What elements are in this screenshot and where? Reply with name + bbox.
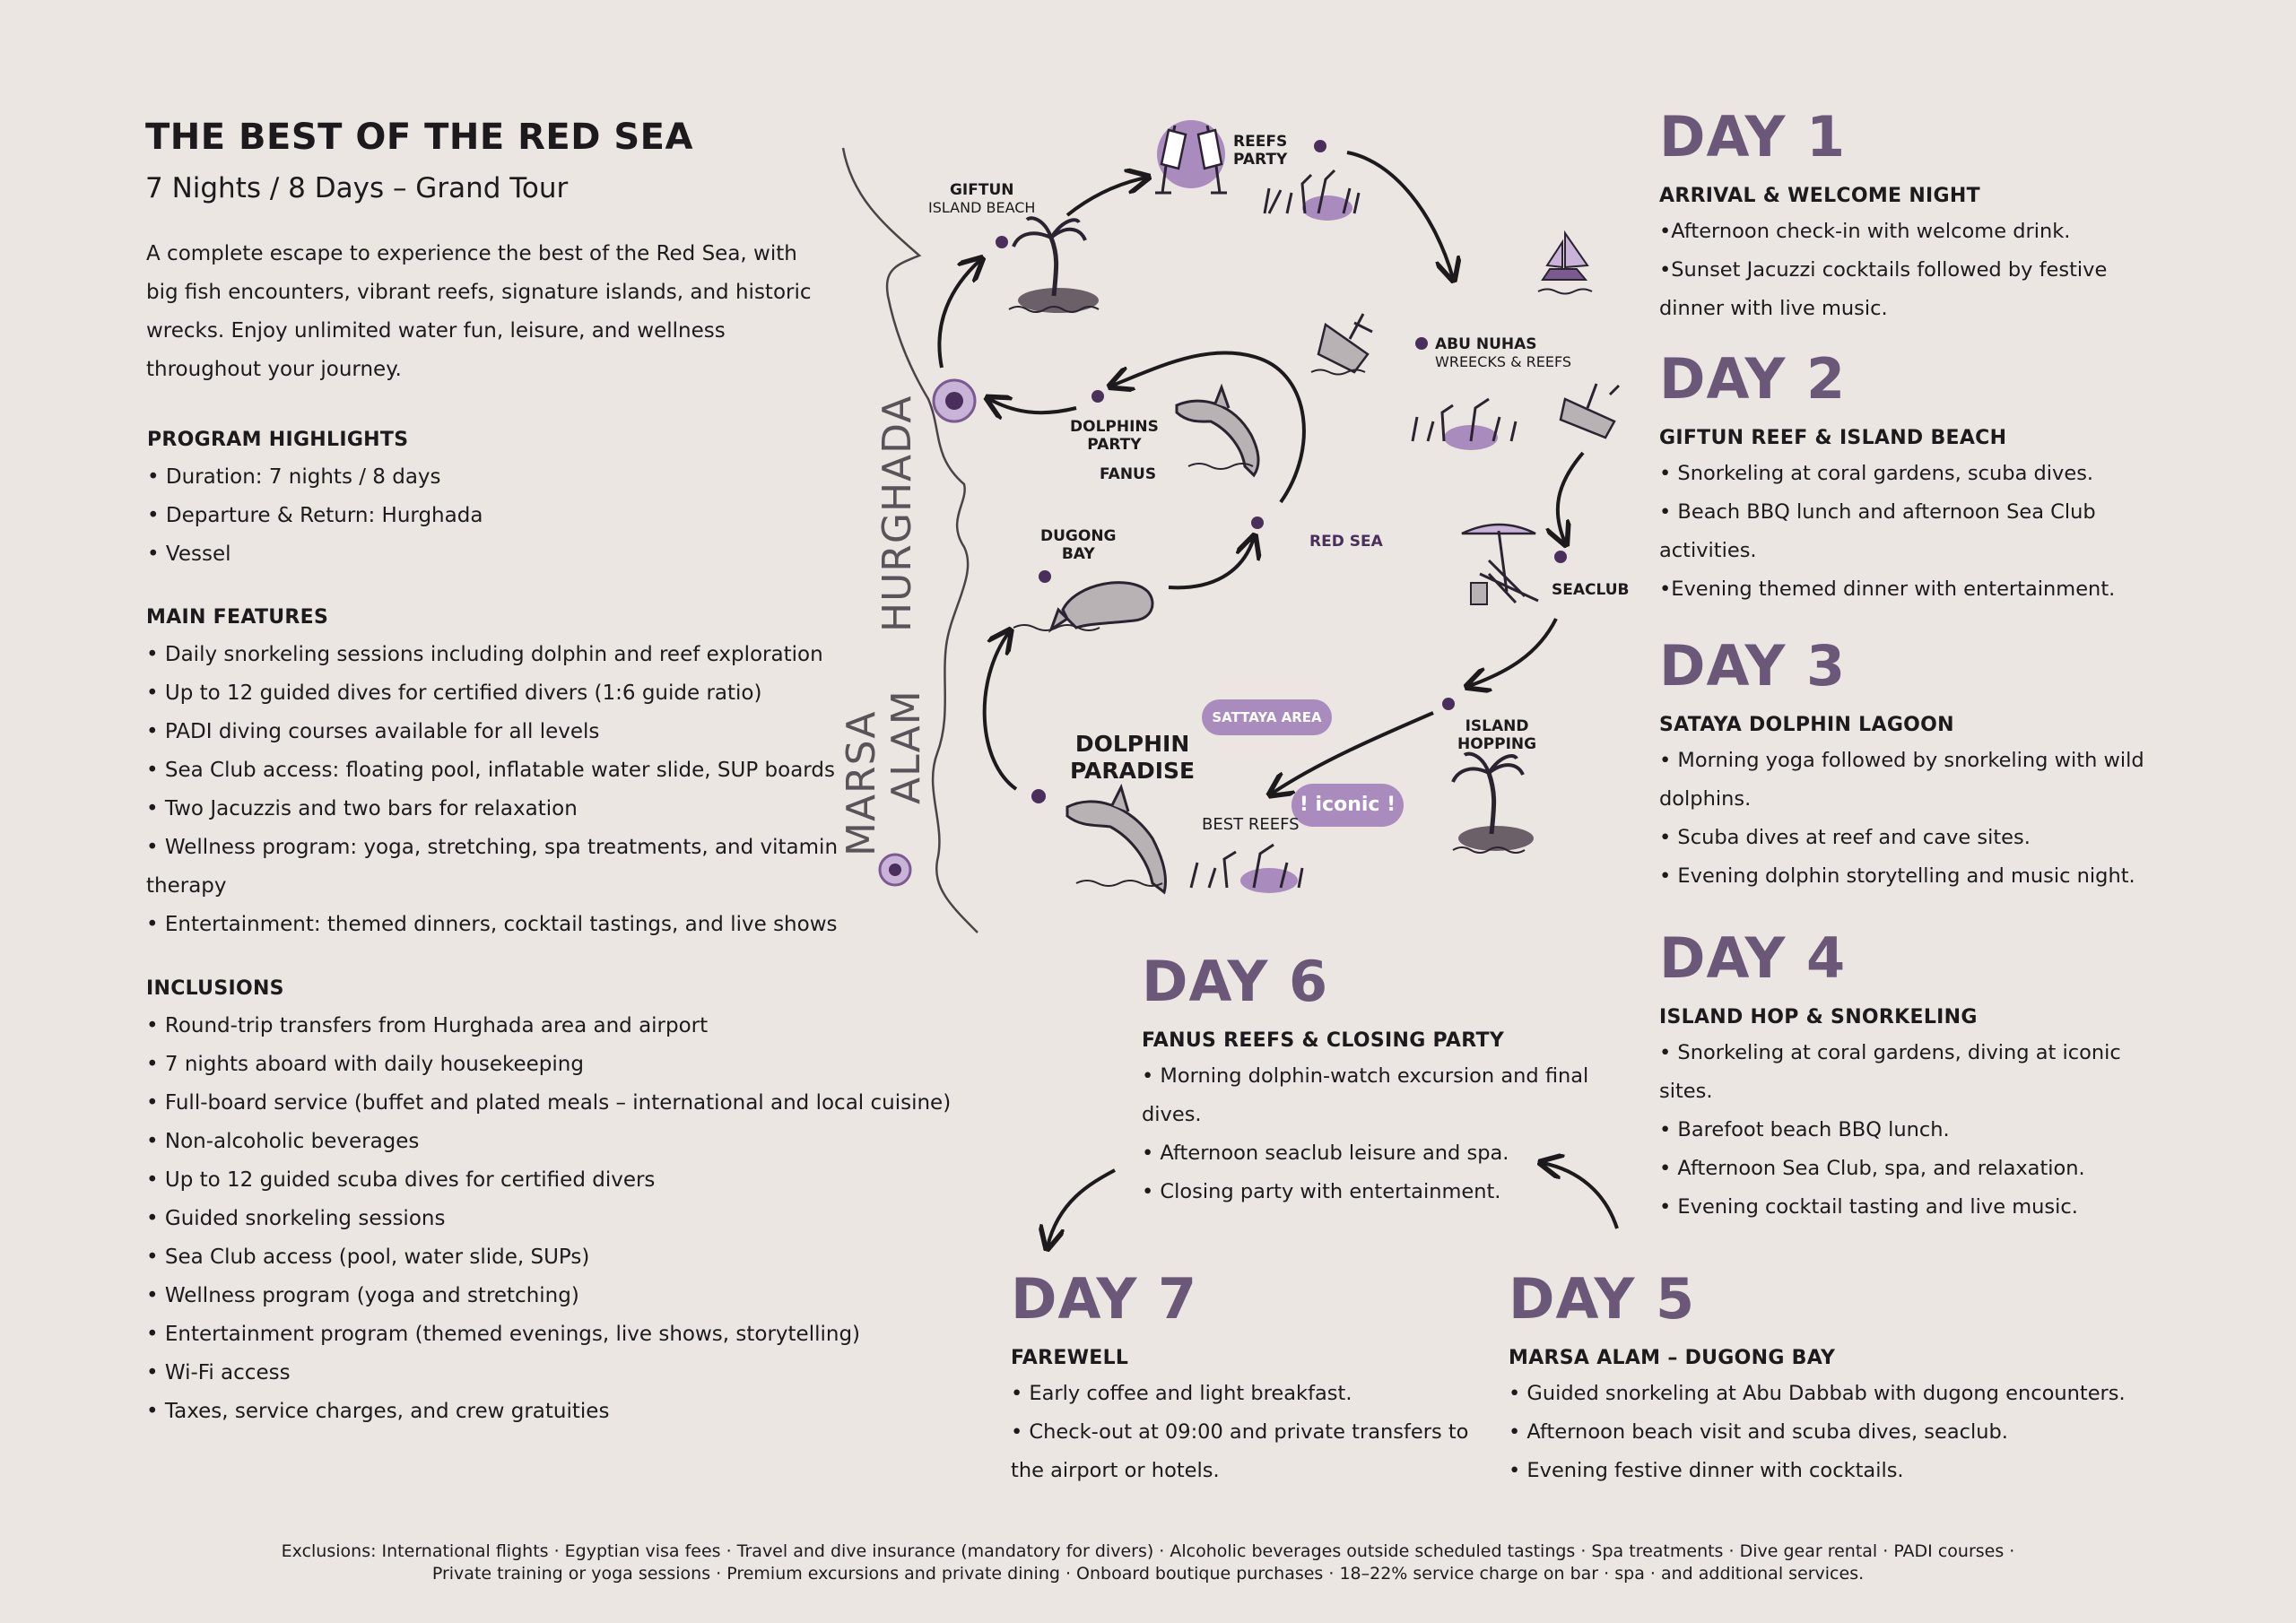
stop-label-dolphin-paradise <box>1070 731 1195 785</box>
day-items <box>1659 213 2161 328</box>
day-title: FANUS REEFS & CLOSING PARTY <box>1142 1029 1505 1052</box>
stop-label-giftun <box>928 181 1035 217</box>
palm-island-icon <box>1009 218 1099 313</box>
day-title: ISLAND HOP & SNORKELING <box>1659 1006 1978 1028</box>
list-item: • Two Jacuzzis and two bars for relaxation <box>146 797 578 820</box>
day-heading: DAY 3 <box>1659 633 1847 699</box>
day-title: SATAYA DOLPHIN LAGOON <box>1659 714 1954 736</box>
list-item: •Afternoon check-in with welcome drink. <box>1659 220 2071 243</box>
day-4-block <box>1659 925 2161 1227</box>
stop-dot-abu-nuhas <box>1415 337 1428 350</box>
stop-label-line: REEFS <box>1233 133 1288 151</box>
stop-label-dolphins-party <box>1070 418 1159 454</box>
list-item: • Up to 12 guided scuba dives for certified divers <box>146 1168 656 1192</box>
list-item: • Wellness program (yoga and stretching) <box>146 1284 579 1307</box>
shipwreck-icon <box>1561 384 1619 438</box>
beach-chair-icon <box>1462 525 1538 604</box>
stop-label-best-reefs: BEST REEFS <box>1202 815 1300 834</box>
marsa-alam-port-marker <box>880 855 910 885</box>
dugong-icon <box>1013 583 1152 630</box>
day-items <box>1509 1375 2154 1490</box>
list-item: • Up to 12 guided dives for certified divers (1:6 guide ratio) <box>146 681 762 705</box>
route-arrow <box>985 632 1016 789</box>
day-heading: DAY 6 <box>1142 949 1329 1014</box>
route-arrow <box>989 399 1076 412</box>
list-item: • Beach BBQ lunch and afternoon Sea Club activities. <box>1659 500 2096 562</box>
list-item: • Sea Club access: floating pool, inflatable water slide, SUP boards <box>146 759 835 782</box>
stop-label-line: PARTY <box>1233 151 1288 169</box>
iconic-badge: ! iconic ! <box>1292 784 1404 827</box>
list-item: • Full-board service (buffet and plated meals – international and local cuisine) <box>146 1091 952 1115</box>
day-heading: DAY 7 <box>1011 1266 1198 1332</box>
day-3-block <box>1659 633 2161 896</box>
stop-dot-reefs-party <box>1314 140 1326 152</box>
stop-label-line: DOLPHINS <box>1070 418 1159 436</box>
stop-dot-dugong-bay <box>1039 570 1051 583</box>
day-items <box>1011 1375 1477 1490</box>
list-item: • Snorkeling at coral gardens, diving at iconic sites. <box>1659 1041 2121 1103</box>
day-title: GIFTUN REEF & ISLAND BEACH <box>1659 427 2007 449</box>
list-item: • Wellness program: yoga, stretching, spa treatments, and vitamin therapy <box>146 836 839 898</box>
list-item: • Afternoon seaclub leisure and spa. <box>1142 1141 1509 1165</box>
day-7-block <box>1011 1266 1477 1490</box>
list-item: • Sea Club access (pool, water slide, SUPs) <box>146 1245 590 1269</box>
stop-label-line: ABU NUHAS <box>1435 335 1537 353</box>
stop-label-line: GIFTUN <box>949 181 1014 199</box>
list-item: • Guided snorkeling sessions <box>146 1207 446 1230</box>
route-arrow <box>1067 178 1146 215</box>
list-item: • Evening festive dinner with cocktails. <box>1509 1459 1904 1482</box>
stop-label-line: HOPPING <box>1457 735 1537 753</box>
stop-label-line: PARTY <box>1087 436 1142 454</box>
day-title: FAREWELL <box>1011 1347 1129 1369</box>
hurghada-port-marker <box>934 380 975 421</box>
stop-dot-seaclub <box>1554 551 1567 563</box>
stop-dot-island-hopping <box>1442 698 1455 710</box>
list-item: • Departure & Return: Hurghada <box>147 504 483 527</box>
stop-dot-dolphins-party <box>1091 390 1104 403</box>
route-arrow <box>1558 453 1583 542</box>
list-item: •Evening themed dinner with entertainment. <box>1659 577 2116 601</box>
stop-label-dugong-bay <box>1040 527 1117 563</box>
stop-label-line: WREECKS & REEFS <box>1435 353 1572 370</box>
region-label-hurghada: HURGHADA <box>874 395 920 632</box>
stop-label-line: DOLPHIN <box>1074 731 1190 757</box>
inclusions-heading: INCLUSIONS <box>146 977 284 1000</box>
route-arrow <box>1469 619 1556 686</box>
list-item: • Evening dolphin storytelling and music night. <box>1659 864 2135 888</box>
page-title: THE BEST OF THE RED SEA <box>145 117 693 158</box>
stop-label-island-hopping <box>1457 717 1536 753</box>
list-item: • Morning dolphin-watch excursion and final dives. <box>1142 1064 1589 1126</box>
day-title: MARSA ALAM – DUGONG BAY <box>1509 1347 1836 1369</box>
shipwreck-icon <box>1311 314 1372 375</box>
exclusions-line: Exclusions: International flights · Egyptian visa fees · Travel and dive insurance (mandatory for divers) · Alcoholic beverages outside scheduled tastings · Spa treatments · Dive gear rental · PADI courses · <box>281 1541 2015 1561</box>
sataya-area-badge: SATTAYA AREA <box>1202 699 1332 735</box>
list-item: • Round-trip transfers from Hurghada area and airport <box>146 1014 709 1037</box>
day-title: ARRIVAL & WELCOME NIGHT <box>1659 185 1980 207</box>
route-arrow <box>1347 152 1453 278</box>
champagne-icon <box>1155 120 1227 193</box>
list-item: • Closing party with entertainment. <box>1142 1180 1501 1203</box>
day-heading: DAY 2 <box>1659 346 1847 412</box>
intro-paragraph: A complete escape to experience the best of the Red Sea, with big fish encounters, vibrant reefs, signature islands, and historic wrecks. Enjoy unlimited water fun, leisure, and wellness throughout your journey. <box>146 242 812 381</box>
region-label-alam: ALAM <box>883 690 929 804</box>
list-item: • Entertainment: themed dinners, cocktail tastings, and live shows <box>146 913 838 936</box>
day-items <box>1659 455 2161 609</box>
day-heading: DAY 4 <box>1659 925 1847 991</box>
dolphin-icon <box>1067 787 1165 892</box>
list-item: • Barefoot beach BBQ lunch. <box>1659 1118 1950 1141</box>
stop-label-abu-nuhas <box>1435 335 1571 371</box>
list-item: • Guided snorkeling at Abu Dabbab with dugong encounters. <box>1509 1382 2126 1405</box>
palm-island-icon <box>1453 754 1534 853</box>
day-1-block <box>1659 104 2161 328</box>
stop-label-reefs-party <box>1233 133 1287 169</box>
day-2-block <box>1659 346 2161 609</box>
list-item: • PADI diving courses available for all levels <box>146 720 600 743</box>
stop-label-line: ISLAND BEACH <box>928 199 1036 216</box>
coral-icon <box>1413 399 1516 450</box>
day-5-block <box>1509 1266 2154 1490</box>
list-item: • Early coffee and light breakfast. <box>1011 1382 1352 1405</box>
page-subtitle: 7 Nights / 8 Days – Grand Tour <box>145 172 569 204</box>
list-item: • Entertainment program (themed evenings, live shows, storytelling) <box>146 1323 861 1346</box>
list-item: • Check-out at 09:00 and private transfers to the airport or hotels. <box>1011 1420 1469 1482</box>
main-features-heading: MAIN FEATURES <box>146 606 329 629</box>
sailboat-icon <box>1538 233 1592 294</box>
stop-dot-giftun <box>996 236 1008 248</box>
list-item: • Snorkeling at coral gardens, scuba dives. <box>1659 462 2094 485</box>
list-item: • Scuba dives at reef and cave sites. <box>1659 826 2031 849</box>
list-item: • Wi-Fi access <box>146 1361 291 1384</box>
list-item: • Afternoon beach visit and scuba dives, seaclub. <box>1509 1420 2008 1444</box>
day-heading: DAY 5 <box>1509 1266 1696 1332</box>
list-item: •Sunset Jacuzzi cocktails followed by festive dinner with live music. <box>1659 258 2108 320</box>
day-items <box>1659 742 2161 896</box>
day-items <box>1142 1057 1608 1211</box>
day-6-block <box>1142 949 1608 1211</box>
day-items <box>1659 1034 2161 1227</box>
list-item: • Duration: 7 nights / 8 days <box>147 465 441 489</box>
list-item: • 7 nights aboard with daily housekeeping <box>146 1053 584 1076</box>
list-item: • Evening cocktail tasting and live music. <box>1659 1195 2078 1219</box>
stop-dot-red-sea <box>1251 516 1264 529</box>
stop-dot-dolphin-paradise <box>1031 789 1046 803</box>
coral-icon <box>1191 845 1302 893</box>
stop-label-fanus: FANUS <box>1100 465 1157 483</box>
list-item: • Morning yoga followed by snorkeling with wild dolphins. <box>1659 749 2144 811</box>
coral-icon <box>1265 170 1359 221</box>
program-highlights-heading: PROGRAM HIGHLIGHTS <box>147 429 409 451</box>
list-item: • Afternoon Sea Club, spa, and relaxation. <box>1659 1157 2085 1180</box>
stop-label-line: ISLAND <box>1465 717 1529 735</box>
dolphin-icon <box>1177 387 1258 475</box>
stop-label-line: DUGONG <box>1040 527 1117 545</box>
exclusions-footer <box>0 1541 2296 1585</box>
list-item: • Vessel <box>147 542 231 566</box>
route-arrow <box>1048 1170 1115 1246</box>
list-item: • Non-alcoholic beverages <box>146 1130 420 1153</box>
day-heading: DAY 1 <box>1659 104 1847 169</box>
stop-label-seaclub: SEACLUB <box>1552 581 1630 599</box>
exclusions-line: Private training or yoga sessions · Premium excursions and private dining · Onboard boutique purchases · 18–22% service charge on bar · spa · and additional services. <box>431 1564 1865 1584</box>
stop-label-red-sea: RED SEA <box>1309 533 1383 551</box>
stop-label-line: PARADISE <box>1070 758 1196 784</box>
route-arrow <box>1169 538 1254 587</box>
route-arrow <box>939 260 980 368</box>
list-item: • Daily snorkeling sessions including dolphin and reef exploration <box>146 643 823 666</box>
stop-label-line: BAY <box>1061 545 1095 563</box>
region-label-marsa: MARSA <box>839 710 884 856</box>
list-item: • Taxes, service charges, and crew gratuities <box>146 1400 610 1423</box>
